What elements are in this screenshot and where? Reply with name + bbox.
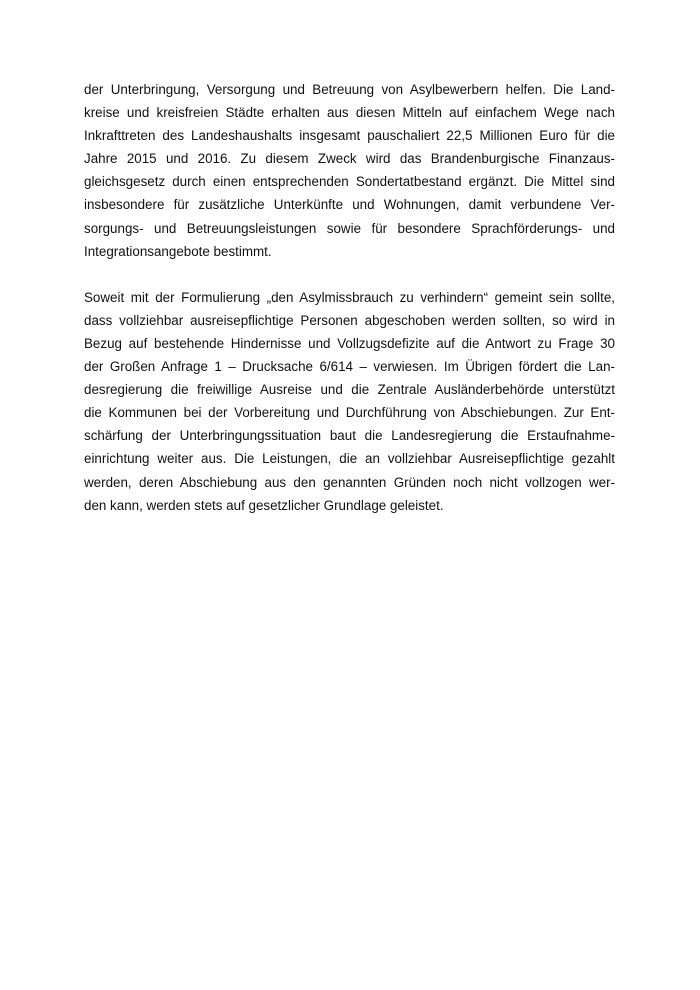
- text-line: kreise und kreisfreien Städte erhalten aus diesen Mitteln auf einfachem Wege nach: [84, 105, 615, 121]
- text-line: sorgungs- und Betreuungsleistungen sowie für besondere Sprachförderungs- und: [84, 220, 615, 236]
- text-line: Bezug auf bestehende Hindernisse und Vollzugsdefizite auf die Antwort zu Frage 30: [84, 335, 615, 351]
- text-line: schärfung der Unterbringungssituation baut die Landesregierung die Erstaufnahme-: [84, 428, 615, 444]
- paragraph-deportation: [84, 286, 615, 517]
- text-line: Jahre 2015 und 2016. Zu diesem Zweck wird das Brandenburgische Finanzaus-: [84, 151, 615, 167]
- text-line: Integrationsangebote bestimmt.: [84, 243, 272, 259]
- text-line: die Kommunen bei der Vorbereitung und Durchführung von Abschiebungen. Zur Ent-: [84, 405, 615, 421]
- text-line: der Unterbringung, Versorgung und Betreuung von Asylbewerbern helfen. Die Land-: [84, 82, 615, 97]
- text-line: insbesondere für zusätzliche Unterkünfte und Wohnungen, damit verbundene Ver-: [84, 197, 615, 213]
- document-body: [84, 78, 615, 517]
- text-line: der Großen Anfrage 1 – Drucksache 6/614 – verwiesen. Im Übrigen fördert die Lan-: [84, 359, 615, 375]
- text-line: Soweit mit der Formulierung „den Asylmissbrauch zu verhindern“ gemeint sein sollte,: [84, 289, 615, 305]
- text-line: werden, deren Abschiebung aus den genannten Gründen noch nicht vollzogen wer-: [84, 474, 615, 490]
- text-line: dass vollziehbar ausreisepflichtige Personen abgeschoben werden sollten, so wird in: [84, 312, 615, 328]
- text-line: den kann, werden stets auf gesetzlicher Grundlage geleistet.: [84, 497, 444, 513]
- paragraph-funding: [84, 78, 615, 263]
- text-line: gleichsgesetz durch einen entsprechenden Sondertatbestand ergänzt. Die Mittel sind: [84, 174, 615, 190]
- text-line: einrichtung weiter aus. Die Leistungen, die an vollziehbar Ausreisepflichtige gezahlt: [84, 451, 615, 467]
- text-line: desregierung die freiwillige Ausreise und die Zentrale Ausländerbehörde unterstützt: [84, 382, 615, 398]
- text-line: Inkrafttreten des Landeshaushalts insgesamt pauschaliert 22,5 Millionen Euro für die: [84, 128, 615, 144]
